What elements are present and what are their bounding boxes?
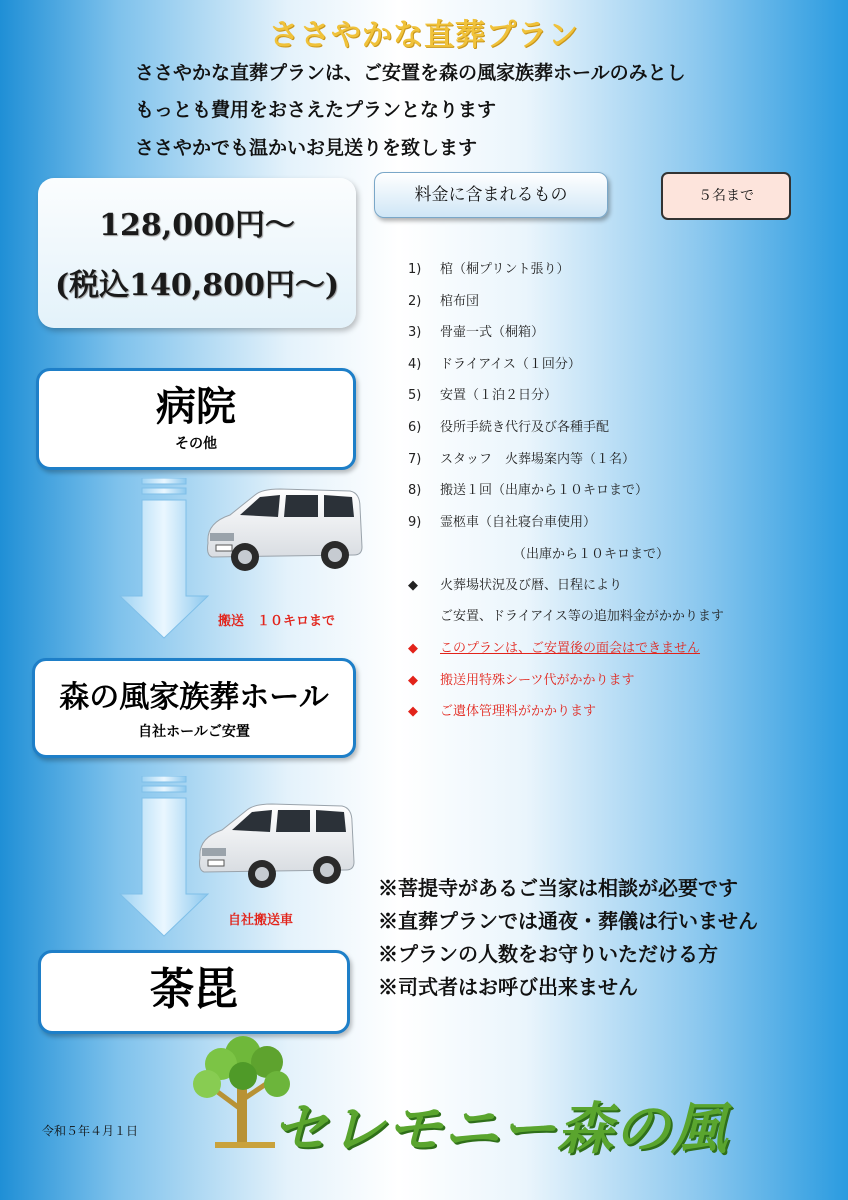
condition-note: ※司式者はお呼び出来ません (378, 975, 638, 999)
step-hall-sub: 自社ホールご安置 (138, 724, 250, 740)
capacity-badge: ５名まで (661, 172, 791, 220)
note-item: ◆ ご遺体管理料がかかります (408, 704, 597, 719)
list-item: 4) ドライアイス（１回分） (408, 357, 581, 372)
page-title: ささやかな直葬プラン (269, 18, 579, 53)
step-hospital (36, 368, 356, 470)
step-funeral-hall (32, 658, 356, 758)
list-item: 6) 役所手続き代行及び各種手配 (408, 420, 610, 435)
hearse-van-image (200, 485, 365, 577)
condition-note: ※菩提寺があるご当家は相談が必要です (378, 876, 738, 900)
intro-line-3: ささやかでも温かいお見送りを致します (135, 137, 478, 159)
transport-distance-label: 搬送 １０キロまで (218, 614, 336, 629)
note-item-warning: ◆ このプランは、ご安置後の面会はできません (408, 641, 701, 656)
note-item: ◆ 火葬場状況及び暦、日程により (408, 578, 623, 593)
intro-line-1: ささやかな直葬プランは、ご安置を森の風家族葬ホールのみとし (135, 62, 686, 84)
list-item: 2) 棺布団 (408, 294, 480, 309)
list-item: 7) スタッフ 火葬場案内等（１名） (408, 452, 636, 467)
list-item: 3) 骨壷一式（桐箱） (408, 325, 545, 340)
issue-date: 令和５年４月１日 (42, 1124, 139, 1138)
step-cremation-title: 荼毘 (150, 964, 238, 1015)
included-items-label: 料金に含まれるもの (374, 172, 608, 218)
list-item: 1) 棺（桐プリント張り） (408, 262, 570, 277)
own-vehicle-label: 自社搬送車 (228, 913, 294, 928)
price-tax-included: (税込140,800円～) (54, 268, 340, 303)
step-hospital-title: 病院 (156, 383, 236, 430)
note-item: ◆ 搬送用特殊シーツ代がかかります (408, 673, 635, 688)
list-item: 8) 搬送１回（出庫から１０キロまで） (408, 483, 649, 498)
brand-logo-text: セレモニー森の風 (272, 1097, 728, 1162)
hearse-van-image (192, 800, 357, 892)
list-item-sub: （出庫から１０キロまで） (513, 547, 670, 562)
price-box (38, 178, 356, 328)
condition-note: ※プランの人数をお守りいただける方 (378, 942, 718, 966)
step-hall-title: 森の風家族葬ホール (59, 680, 329, 715)
list-item: 9) 霊柩車（自社寝台車使用） (408, 515, 597, 530)
intro-line-2: もっとも費用をおさえたプランとなります (135, 99, 497, 121)
step-hospital-sub: その他 (175, 436, 217, 452)
step-cremation (38, 950, 350, 1034)
price-base: 128,000円～ (99, 208, 295, 243)
condition-note: ※直葬プランでは通夜・葬儀は行いません (378, 909, 758, 933)
list-item: 5) 安置（１泊２日分） (408, 388, 558, 403)
note-item-cont: ご安置、ドライアイス等の追加料金がかかります (440, 609, 724, 624)
down-arrow-icon (118, 478, 210, 640)
